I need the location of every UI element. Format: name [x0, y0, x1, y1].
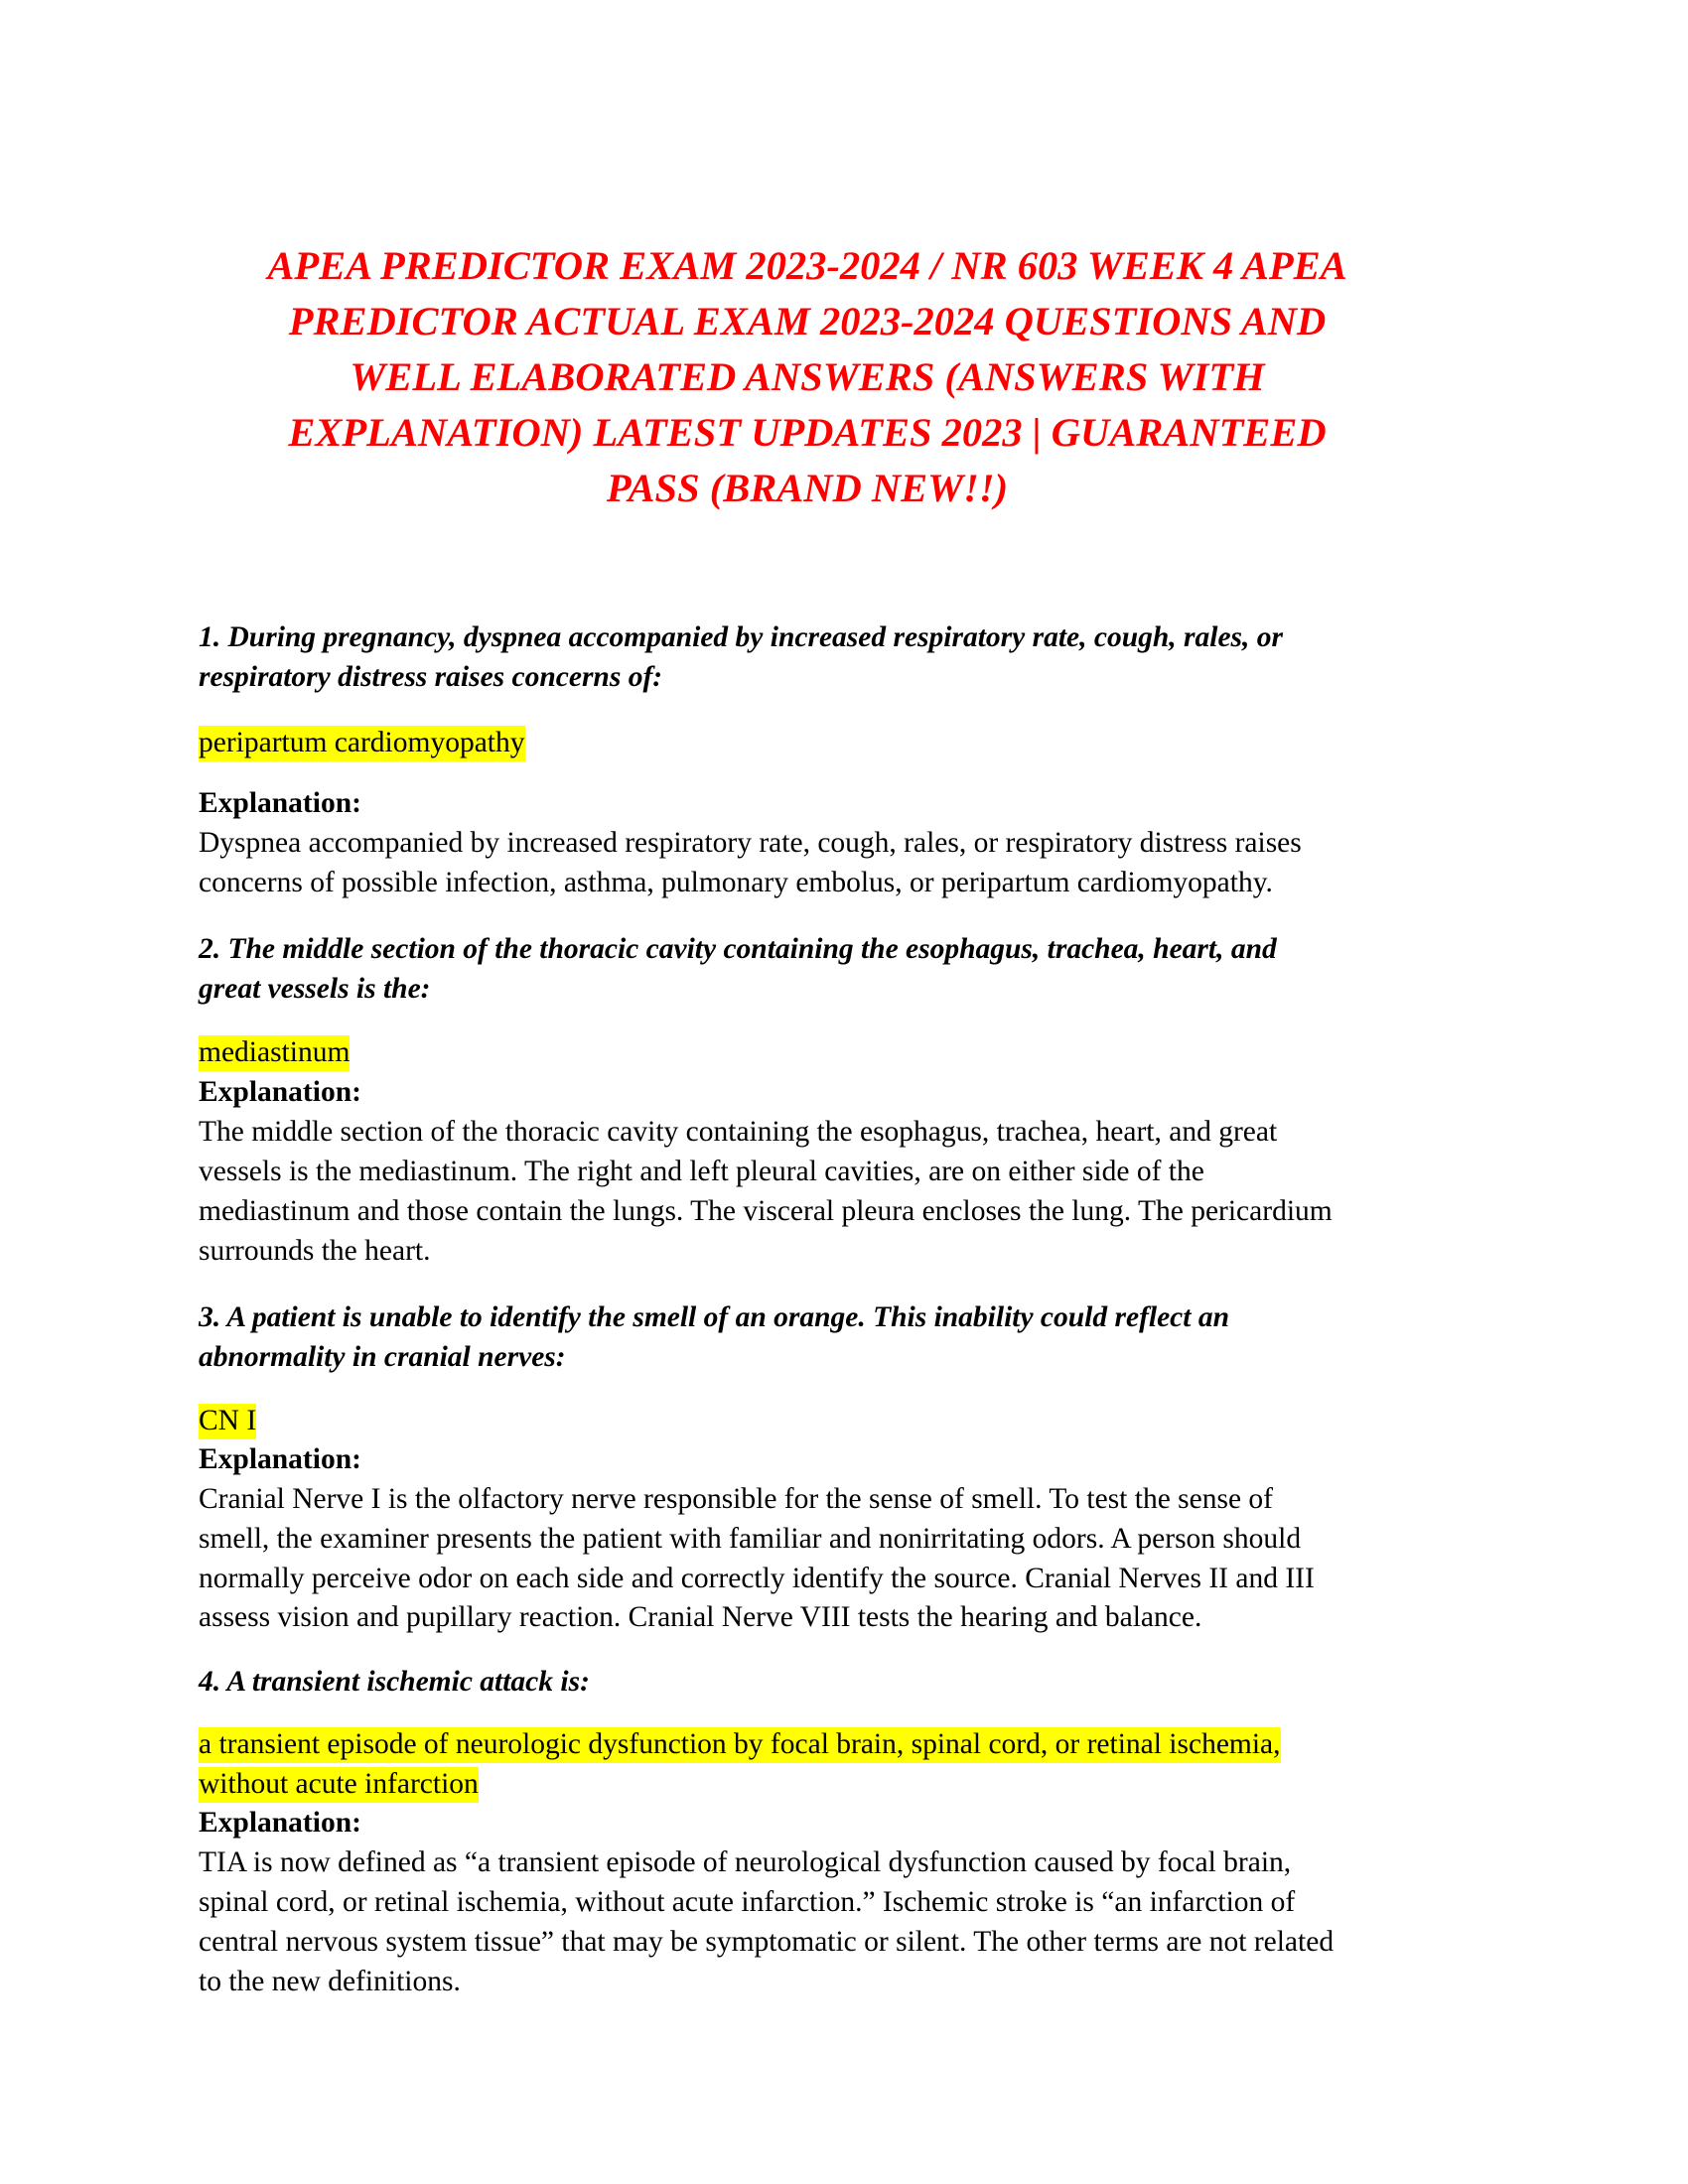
title-line: APEA PREDICTOR EXAM 2023-2024 / NR 603 WEEK 4 APEA — [267, 243, 1347, 288]
question-text: respiratory distress raises concerns of: — [199, 661, 663, 693]
explanation-text: Dyspnea accompanied by increased respiratory rate, cough, rales, or respiratory distress raises — [199, 827, 1302, 859]
explanation-text: to the new definitions. — [199, 1966, 461, 1997]
explanation-text: spinal cord, or retinal ischemia, without acute infarction.” Ischemic stroke is “an infarction of — [199, 1886, 1296, 1918]
question-text: 4. A transient ischemic attack is: — [199, 1666, 590, 1698]
title-line: PASS (BRAND NEW!!) — [606, 466, 1009, 510]
title-line: WELL ELABORATED ANSWERS (ANSWERS WITH — [350, 354, 1265, 399]
document-title — [149, 238, 1466, 516]
explanation-text: The middle section of the thoracic cavity containing the esophagus, trachea, heart, and great — [199, 1116, 1278, 1148]
answer-highlight — [199, 723, 525, 762]
question-text: 3. A patient is unable to identify the smell of an orange. This inability could reflect an — [199, 1301, 1230, 1333]
explanation-text: assess vision and pupillary reaction. Cranial Nerve VIII tests the hearing and balance. — [199, 1601, 1202, 1633]
question-text: 1. During pregnancy, dyspnea accompanied by increased respiratory rate, cough, rales, or — [199, 621, 1284, 653]
explanation-label: Explanation: — [199, 1076, 361, 1108]
answer-text: a transient episode of neurologic dysfunction by focal brain, spinal cord, or retinal ischemia, — [199, 1727, 1281, 1763]
explanation-text: vessels is the mediastinum. The right and left pleural cavities, are on either side of the — [199, 1156, 1204, 1187]
title-line: PREDICTOR ACTUAL EXAM 2023-2024 QUESTIONS AND — [288, 299, 1327, 343]
explanation-text: concerns of possible infection, asthma, pulmonary embolus, or peripartum cardiomyopathy. — [199, 867, 1273, 898]
answer-text: peripartum cardiomyopathy — [199, 726, 525, 761]
question-text: abnormality in cranial nerves: — [199, 1341, 566, 1373]
title-line: EXPLANATION) LATEST UPDATES 2023 | GUARANTEED — [288, 410, 1327, 455]
explanation-text: surrounds the heart. — [199, 1235, 431, 1267]
answer-text: without acute infarction — [199, 1767, 479, 1803]
explanation-text: mediastinum and those contain the lungs. The visceral pleura encloses the lung. The pericardium — [199, 1195, 1333, 1227]
explanation-label: Explanation: — [199, 1807, 361, 1839]
answer-highlight — [199, 1032, 350, 1072]
explanation-label: Explanation: — [199, 1443, 361, 1475]
answer-highlight — [199, 1401, 256, 1440]
answer-highlight — [199, 1724, 1281, 1764]
answer-text: CN I — [199, 1404, 256, 1439]
answer-text: mediastinum — [199, 1035, 350, 1071]
explanation-label: Explanation: — [199, 787, 361, 819]
answer-highlight — [199, 1764, 479, 1804]
question-text: 2. The middle section of the thoracic cavity containing the esophagus, trachea, heart, and — [199, 933, 1277, 965]
explanation-text: normally perceive odor on each side and correctly identify the source. Cranial Nerves II and III — [199, 1563, 1315, 1594]
explanation-text: central nervous system tissue” that may be symptomatic or silent. The other terms are not related — [199, 1926, 1335, 1958]
explanation-text: smell, the examiner presents the patient with familiar and nonirritating odors. A person should — [199, 1523, 1302, 1555]
question-text: great vessels is the: — [199, 973, 431, 1005]
explanation-text: TIA is now defined as “a transient episode of neurological dysfunction caused by focal brain, — [199, 1846, 1292, 1878]
explanation-text: Cranial Nerve I is the olfactory nerve responsible for the sense of smell. To test the sense of — [199, 1483, 1274, 1515]
